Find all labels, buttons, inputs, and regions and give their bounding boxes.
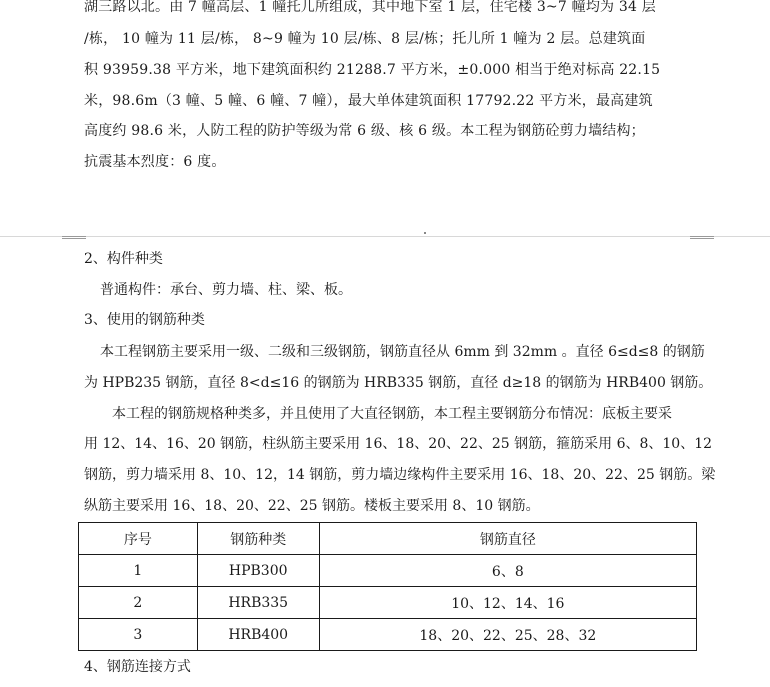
cell-type: HRB335	[197, 587, 319, 619]
header-diameter: 钢筋直径	[319, 523, 696, 555]
page-corner-mark	[690, 228, 714, 237]
paragraph-line: 米，98.6m（3 幢、5 幢、6 幢、7 幢），最大单体建筑面积 17792.22 平方米，最高建筑	[84, 93, 653, 109]
paragraph-line: 钢筋，剪力墙采用 8、10、12，14 钢筋，剪力墙边缘构件主要采用 16、18、20、22、25 钢筋。梁	[84, 467, 716, 483]
page-corner-mark	[62, 238, 86, 247]
page-center-mark	[424, 232, 426, 234]
cell-type: HPB300	[197, 555, 319, 587]
table-row	[79, 587, 697, 619]
table-row	[79, 619, 697, 651]
previous-page-area	[0, 0, 770, 232]
paragraph-line: 抗震基本烈度：6 度。	[84, 154, 226, 170]
paragraph-line: 高度约 98.6 米，人防工程的防护等级为常 6 级、核 6 级。本工程为钢筋砼剪力墙结构；	[84, 123, 645, 139]
paragraph-line: 为 HPB235 钢筋，直径 8<d≤16 的钢筋为 HRB335 钢筋，直径 d≥18 的钢筋为 HRB400 钢筋。	[84, 375, 713, 391]
cell-index: 3	[79, 619, 198, 651]
rebar-table	[78, 522, 697, 651]
section-heading: 4、钢筋连接方式	[84, 659, 191, 675]
page-corner-mark	[62, 228, 86, 237]
paragraph-line: 用 12、14、16、20 钢筋，柱纵筋主要采用 16、18、20、22、25 钢筋，箍筋采用 6、8、10、12	[84, 436, 713, 452]
paragraph-line: 普通构件：承台、剪力墙、柱、梁、板。	[100, 282, 352, 298]
cell-type: HRB400	[197, 619, 319, 651]
section-heading: 3、使用的钢筋种类	[84, 312, 205, 328]
table-row	[79, 555, 697, 587]
cell-diameter: 6、8	[319, 555, 696, 587]
paragraph-line: 本工程的钢筋规格种类多，并且使用了大直径钢筋，本工程主要钢筋分布情况：底板主要采	[112, 406, 672, 422]
paragraph-line: 湖三路以北。由 7 幢高层、1 幢托儿所组成，其中地下室 1 层，住宅楼 3~7 幢均为 34 层	[84, 0, 656, 15]
header-type: 钢筋种类	[197, 523, 319, 555]
cell-diameter: 18、20、22、25、28、32	[319, 619, 696, 651]
paragraph-line: /栋， 10 幢为 11 层/栋， 8~9 幢为 10 层/栋、8 层/栋；托儿所 1 幢为 2 层。总建筑面	[84, 31, 646, 47]
table-header-row	[79, 523, 697, 555]
paragraph-line: 纵筋主要采用 16、18、20、22、25 钢筋。楼板主要采用 8、10 钢筋。	[84, 498, 540, 514]
paragraph-line: 积 93959.38 平方米，地下建筑面积约 21288.7 平方米，±0.000 相当于绝对标高 22.15	[84, 62, 661, 78]
header-index: 序号	[79, 523, 198, 555]
page-corner-mark	[690, 238, 714, 247]
page-break-divider	[0, 236, 770, 237]
cell-index: 1	[79, 555, 198, 587]
paragraph-line: 本工程钢筋主要采用一级、二级和三级钢筋，钢筋直径从 6mm 到 32mm 。直径 6≤d≤8 的钢筋	[100, 344, 705, 360]
cell-diameter: 10、12、14、16	[319, 587, 696, 619]
cell-index: 2	[79, 587, 198, 619]
section-heading: 2、构件种类	[84, 251, 163, 267]
